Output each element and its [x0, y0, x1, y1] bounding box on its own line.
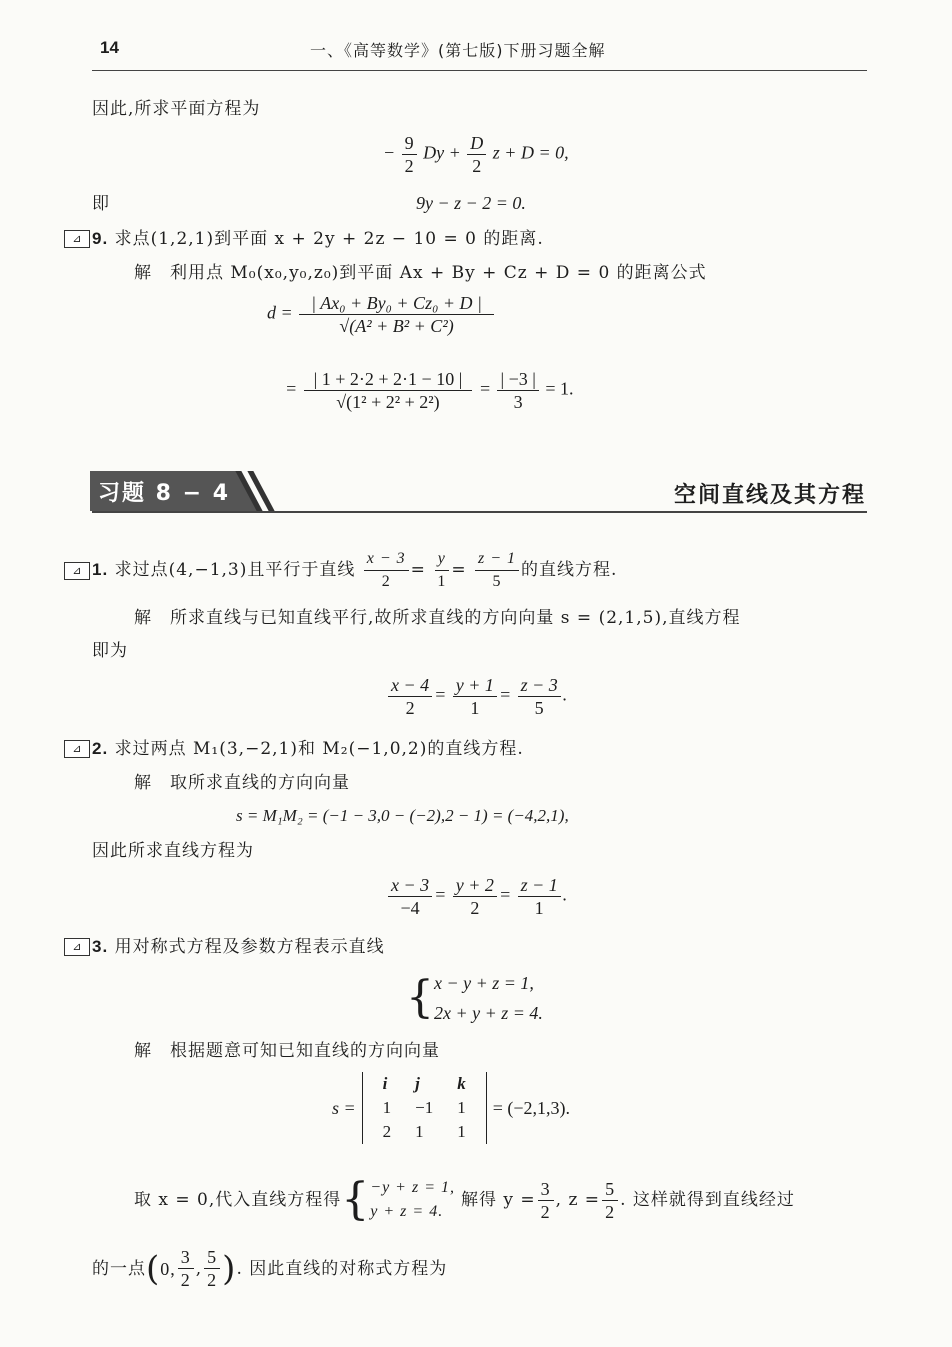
line-equation-2: $\frac{x - 3}{-4}$ = $\frac{y + 2}{2}$ = $\frac{z - 1}{1}$ .: [386, 874, 567, 919]
plane-equation: − $\frac{9}{2}$ Dy + $\frac{D}{2}$ z + D = 0,: [383, 133, 569, 176]
running-title: 一、《高等数学》(第七版)下册习题全解: [310, 41, 606, 60]
problem-9: 9. 求点(1,2,1)到平面 x + 2y + 2z − 10 = 0 的距离.: [92, 229, 544, 249]
problem-1-solution: 解 所求直线与已知直线平行,故所求直线的方向向量 s = (2,1,5),直线方程: [134, 608, 741, 628]
distance-formula: d = $\frac{\text{| Ax₀ + By₀ + Cz₀ + D |}}{\text{√(A² + B² + C²)}}$: [267, 292, 496, 337]
distance-evaluation: = $\frac{| 1 + 2\cdot 2 + 2\cdot 1 - 10 |}{\text{√(1² + 2² + 2²)}}$ = $\frac{| -3 |}{3}$ = 1.: [285, 369, 574, 412]
header-rule: [92, 70, 867, 71]
problem-2: 2. 求过两点 M₁(3,−2,1)和 M₂(−1,0,2)的直线方程.: [92, 739, 524, 759]
line-equation-1: $\frac{x - 4}{2}$ = $\frac{y + 1}{1}$ = $\frac{z - 3}{5}$ .: [386, 674, 567, 719]
problem-icon: ⊿: [64, 938, 90, 956]
problem-icon: ⊿: [64, 740, 90, 758]
problem-2-solution-cont: 因此所求直线方程为: [92, 841, 254, 861]
problem-3-solution: 解 根据题意可知已知直线的方向向量: [134, 1041, 440, 1061]
substitution-line: 取 x = 0,代入直线方程得 { −y + z = 1, y + z = 4. 解得 y = $\frac{3}{2}$ , z = $\frac{5}{2}$ . 这样就得到直线经过: [134, 1174, 795, 1225]
problem-9-solution: 解 利用点 M₀(x₀,y₀,z₀)到平面 Ax + By + Cz + D = 0 的距离公式: [134, 263, 707, 283]
problem-icon: ⊿: [64, 230, 90, 248]
problem-1-solution-cont: 即为: [92, 641, 128, 661]
problem-1: 1. 求过点(4,−1,3)且平行于直线 $\frac{x - 3}{2}$ = $\frac{y}{1}$ = $\frac{z - 1}{5}$ 的直线方程.: [92, 550, 618, 590]
page-number: 14: [100, 38, 119, 57]
direction-vector: s = M₁M₂ = (−1 − 3,0 − (−2),2 − 1) = (−4,2,1),: [236, 806, 569, 825]
problem-icon: ⊿: [64, 562, 90, 580]
intro-text: 因此,所求平面方程为: [92, 99, 261, 119]
problem-3: 3. 用对称式方程及参数方程表示直线: [92, 937, 385, 957]
ji-label: 即: [92, 194, 110, 214]
problem-2-solution: 解 取所求直线的方向向量: [134, 773, 350, 793]
point-line: 的一点 ( 0, $\frac{3}{2}$ , $\frac{5}{2}$ ) . 因此直线的对称式方程为: [92, 1247, 448, 1290]
plane-equation-simplified: 9y − z − 2 = 0.: [416, 193, 526, 213]
line-system: { x − y + z = 1, 2x + y + z = 4.: [406, 972, 543, 1023]
determinant: s = i j k 1 −1 1 2 1 1 = (−2,1,3).: [332, 1072, 570, 1144]
section-title: 空间直线及其方程: [673, 483, 866, 508]
section-rule: [92, 511, 867, 513]
section-label: 习题 8 − 4: [98, 481, 231, 506]
